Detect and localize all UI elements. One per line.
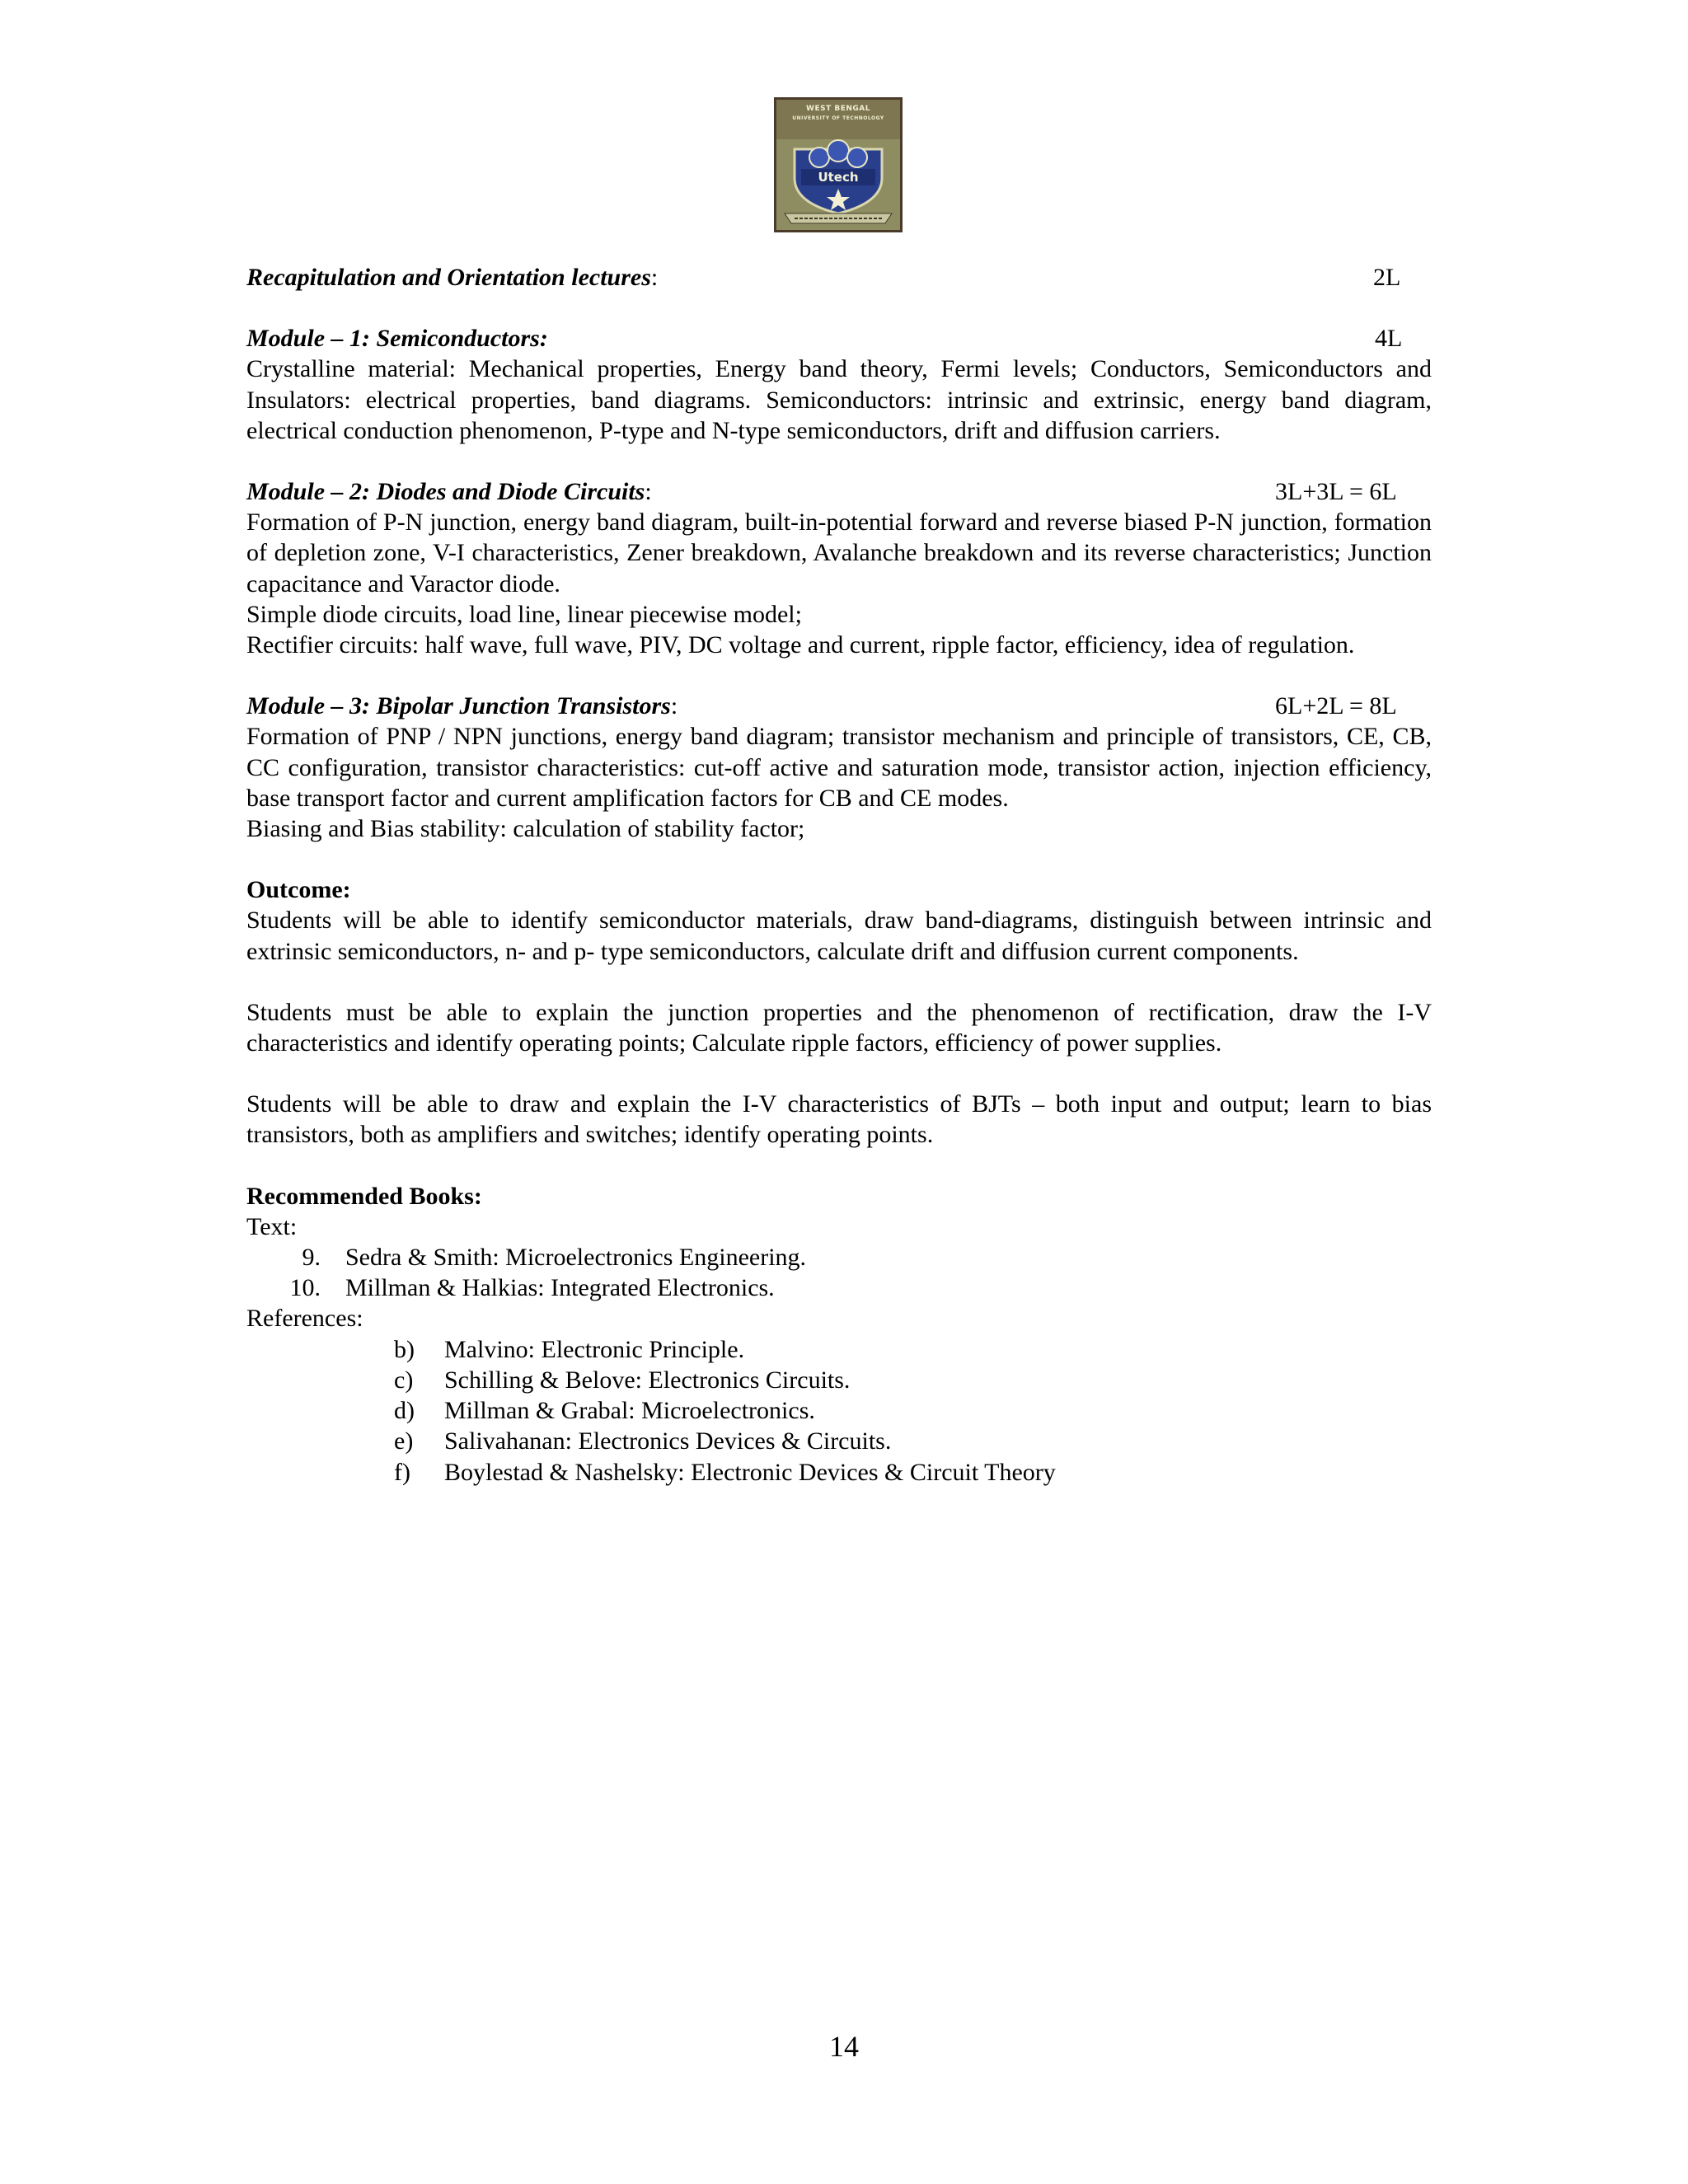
references-list: [246, 1334, 1432, 1488]
list-item-letter: c): [394, 1366, 414, 1394]
list-item-title: Schilling & Belove: Electronics Circuits.: [444, 1366, 851, 1394]
outcome-heading: Outcome:: [246, 876, 351, 904]
outcome-paragraph-1: Students will be able to identify semiconductor materials, draw band-diagrams, distinguish between intrinsic and extrinsic semiconductors, n- and p- type semiconductors, calculate drift and diffusion current components.: [246, 907, 1432, 965]
books-heading: Recommended Books:: [246, 1182, 482, 1210]
logo-lettering: WEST BENGAL UNIVERSITY OF TECHNOLOGY: [776, 100, 900, 139]
module-2-description: Formation of P-N junction, energy band diagram, built-in-potential forward and reverse biased P-N junction, formation of depletion zone, V-I characteristics, Zener breakdown, Avalanche breakdown and its reverse characteristics; Junction capacitance and Varactor diode.: [246, 509, 1432, 598]
outcome-paragraph-3: Students will be able to draw and explain the I-V characteristics of BJTs – both input and output; learn to bias transistors, both as amplifiers and switches; identify operating points.: [246, 1090, 1432, 1149]
module-3-heading-row: Module – 3: Bipolar Junction Transistors: 6L+2L = 8L: [246, 691, 1432, 721]
module-2-diode-circuits: Simple diode circuits, load line, linear piecewise model;: [246, 600, 802, 628]
module-3-description: Formation of PNP / NPN junctions, energy band diagram; transistor mechanism and principle of transistors, CE, CB, CC configuration, transistor characteristics: cut-off active and saturation mode, transistor action, injection efficiency, base transport factor and current amplification factors for CB and CE modes.: [246, 723, 1432, 812]
university-logo: [774, 97, 903, 232]
list-item: [246, 1457, 1432, 1488]
list-item-title: Millman & Halkias: Integrated Electronics.: [345, 1274, 775, 1302]
list-item-title: Boylestad & Nashelsky: Electronic Devices & Circuit Theory: [444, 1458, 1056, 1486]
text-books-label: Text:: [246, 1212, 298, 1240]
text-books-list: [246, 1242, 1432, 1303]
module-1-heading-row: [246, 323, 1432, 354]
intro-title: Recapitulation and Orientation lectures: [246, 264, 651, 291]
module-2-rectifier-circuits: Rectifier circuits: half wave, full wave, PIV, DC voltage and current, ripple factor, efficiency, idea of regulation.: [246, 631, 1355, 659]
list-item-letter: e): [394, 1427, 414, 1455]
module-2-lectures: 3L+3L = 6L: [1275, 478, 1397, 506]
references-label: References:: [246, 1305, 363, 1333]
module-2-heading-row: Module – 2: Diodes and Diode Circuits: 3L+3L = 6L: [246, 476, 1432, 507]
intro-lectures: 2L: [1373, 264, 1401, 291]
module-1-lectures: 4L: [1375, 325, 1403, 353]
intro-heading-row: Recapitulation and Orientation lectures: 2L: [246, 262, 1432, 293]
module-1-description: Crystalline material: Mechanical properties, Energy band theory, Fermi levels; Conductors, Semiconductors and Insulators: electrical properties, band diagrams. Semiconductors: intrinsic and extrinsic, energy band diagram, electrical conduction phenomenon, P-type and N-type semiconductors, drift and diffusion carriers.: [246, 355, 1432, 444]
logo-main-text: Utech: [818, 170, 859, 185]
list-item: [246, 1365, 1432, 1395]
module-3-biasing: Biasing and Bias stability: calculation of stability factor;: [246, 815, 805, 843]
list-item: [246, 1334, 1432, 1365]
list-item-title: Salivahanan: Electronics Devices & Circuits.: [444, 1427, 892, 1455]
list-item-title: Sedra & Smith: Microelectronics Engineering.: [345, 1244, 807, 1272]
list-item: [246, 1426, 1432, 1456]
module-2-title: Module – 2: Diodes and Diode Circuits: [246, 478, 645, 506]
syllabus-page: [246, 262, 1432, 1488]
list-item-letter: b): [394, 1335, 415, 1363]
list-item-letter: f): [394, 1458, 410, 1486]
module-1-title: Module – 1: Semiconductors:: [246, 325, 548, 353]
page-number: 14: [829, 2030, 859, 2063]
module-3-lectures: 6L+2L = 8L: [1275, 692, 1397, 720]
module-3-title: Module – 3: Bipolar Junction Transistors: [246, 692, 671, 720]
list-item: [246, 1395, 1432, 1426]
list-item-number: 10.: [289, 1274, 321, 1302]
list-item: [246, 1272, 1432, 1303]
list-item-title: Malvino: Electronic Principle.: [444, 1335, 745, 1363]
list-item-title: Millman & Grabal: Microelectronics.: [444, 1397, 815, 1425]
list-item-number: 9.: [302, 1244, 321, 1272]
list-item: [246, 1242, 1432, 1272]
list-item-letter: d): [394, 1397, 415, 1425]
outcome-paragraph-2: Students must be able to explain the junction properties and the phenomenon of rectification, draw the I-V characteristics and identify operating points; Calculate ripple factors, efficiency of power supplies.: [246, 998, 1432, 1057]
